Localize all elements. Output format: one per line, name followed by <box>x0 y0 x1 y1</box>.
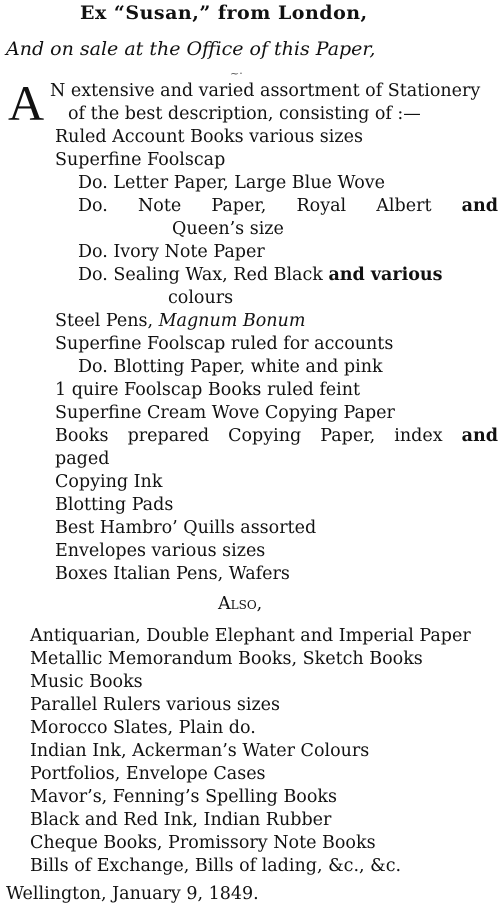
word: Do. <box>78 196 108 216</box>
list-item: Copying Ink <box>55 472 163 492</box>
list-item: Blotting Pads <box>55 495 174 515</box>
ornament-icon: ~· <box>230 67 243 80</box>
list-item <box>55 425 498 447</box>
list-item: Envelopes various sizes <box>55 541 266 561</box>
list-item-text-bold: and various <box>328 265 443 285</box>
ad-subheading: And on sale at the Office of this Paper, <box>6 38 376 60</box>
list-item: Superfine Foolscap <box>55 150 226 170</box>
list-item: Bills of Exchange, Bills of lading, &c., &c. <box>30 856 402 876</box>
list-item: Superfine Foolscap ruled for accounts <box>55 334 394 354</box>
list-item: Black and Red Ink, Indian Rubber <box>30 810 332 830</box>
list-item: Mavor’s, Fenning’s Spelling Books <box>30 787 337 807</box>
list-item: Portfolios, Envelope Cases <box>30 764 266 784</box>
list-item: Music Books <box>30 672 143 692</box>
list-item <box>55 310 305 332</box>
word: and <box>461 196 498 216</box>
list-item: Do. Ivory Note Paper <box>78 242 265 262</box>
list-item-text-italic: Magnum Bonum <box>158 311 306 331</box>
list-item: Do. Letter Paper, Large Blue Wove <box>78 173 386 193</box>
section-heading-also: Also, <box>218 594 263 614</box>
intro-line-2: of the best description, consisting of :— <box>68 104 421 124</box>
list-item: Ruled Account Books various sizes <box>55 127 363 147</box>
word: and <box>461 426 498 446</box>
list-item-continuation: colours <box>168 288 234 308</box>
word: Books <box>55 426 109 446</box>
word: Paper, <box>211 196 267 216</box>
word: Paper, <box>320 426 376 446</box>
list-item: Superfine Cream Wove Copying Paper <box>55 403 395 423</box>
list-item-continuation: paged <box>55 449 110 469</box>
list-item: Best Hambro’ Quills assorted <box>55 518 317 538</box>
ad-heading: Ex “Susan,” from London, <box>80 2 368 24</box>
word: Royal <box>296 196 347 216</box>
list-item <box>78 195 498 217</box>
drop-cap: A <box>8 75 45 131</box>
list-item: 1 quire Foolscap Books ruled feint <box>55 380 361 400</box>
list-item: Boxes Italian Pens, Wafers <box>55 564 290 584</box>
word: Albert <box>376 196 432 216</box>
word: prepared <box>127 426 210 446</box>
list-item: Parallel Rulers various sizes <box>30 695 281 715</box>
list-item: Cheque Books, Promissory Note Books <box>30 833 376 853</box>
dateline: Wellington, January 9, 1849. <box>6 884 259 904</box>
intro-line-1: N extensive and varied assortment of Stationery <box>50 81 481 101</box>
list-item: Metallic Memorandum Books, Sketch Books <box>30 649 423 669</box>
word: Copying <box>228 426 302 446</box>
list-item: Indian Ink, Ackerman’s Water Colours <box>30 741 370 761</box>
list-item <box>78 264 442 286</box>
word: index <box>394 426 443 446</box>
list-item: Do. Blotting Paper, white and pink <box>78 357 383 377</box>
list-item: Morocco Slates, Plain do. <box>30 718 256 738</box>
list-item: Antiquarian, Double Elephant and Imperial Paper <box>30 626 471 646</box>
list-item-continuation: Queen’s size <box>172 219 284 239</box>
list-item-text: Do. Sealing Wax, Red Black <box>78 265 329 285</box>
word: Note <box>137 196 182 216</box>
list-item-text: Steel Pens, <box>55 311 159 331</box>
